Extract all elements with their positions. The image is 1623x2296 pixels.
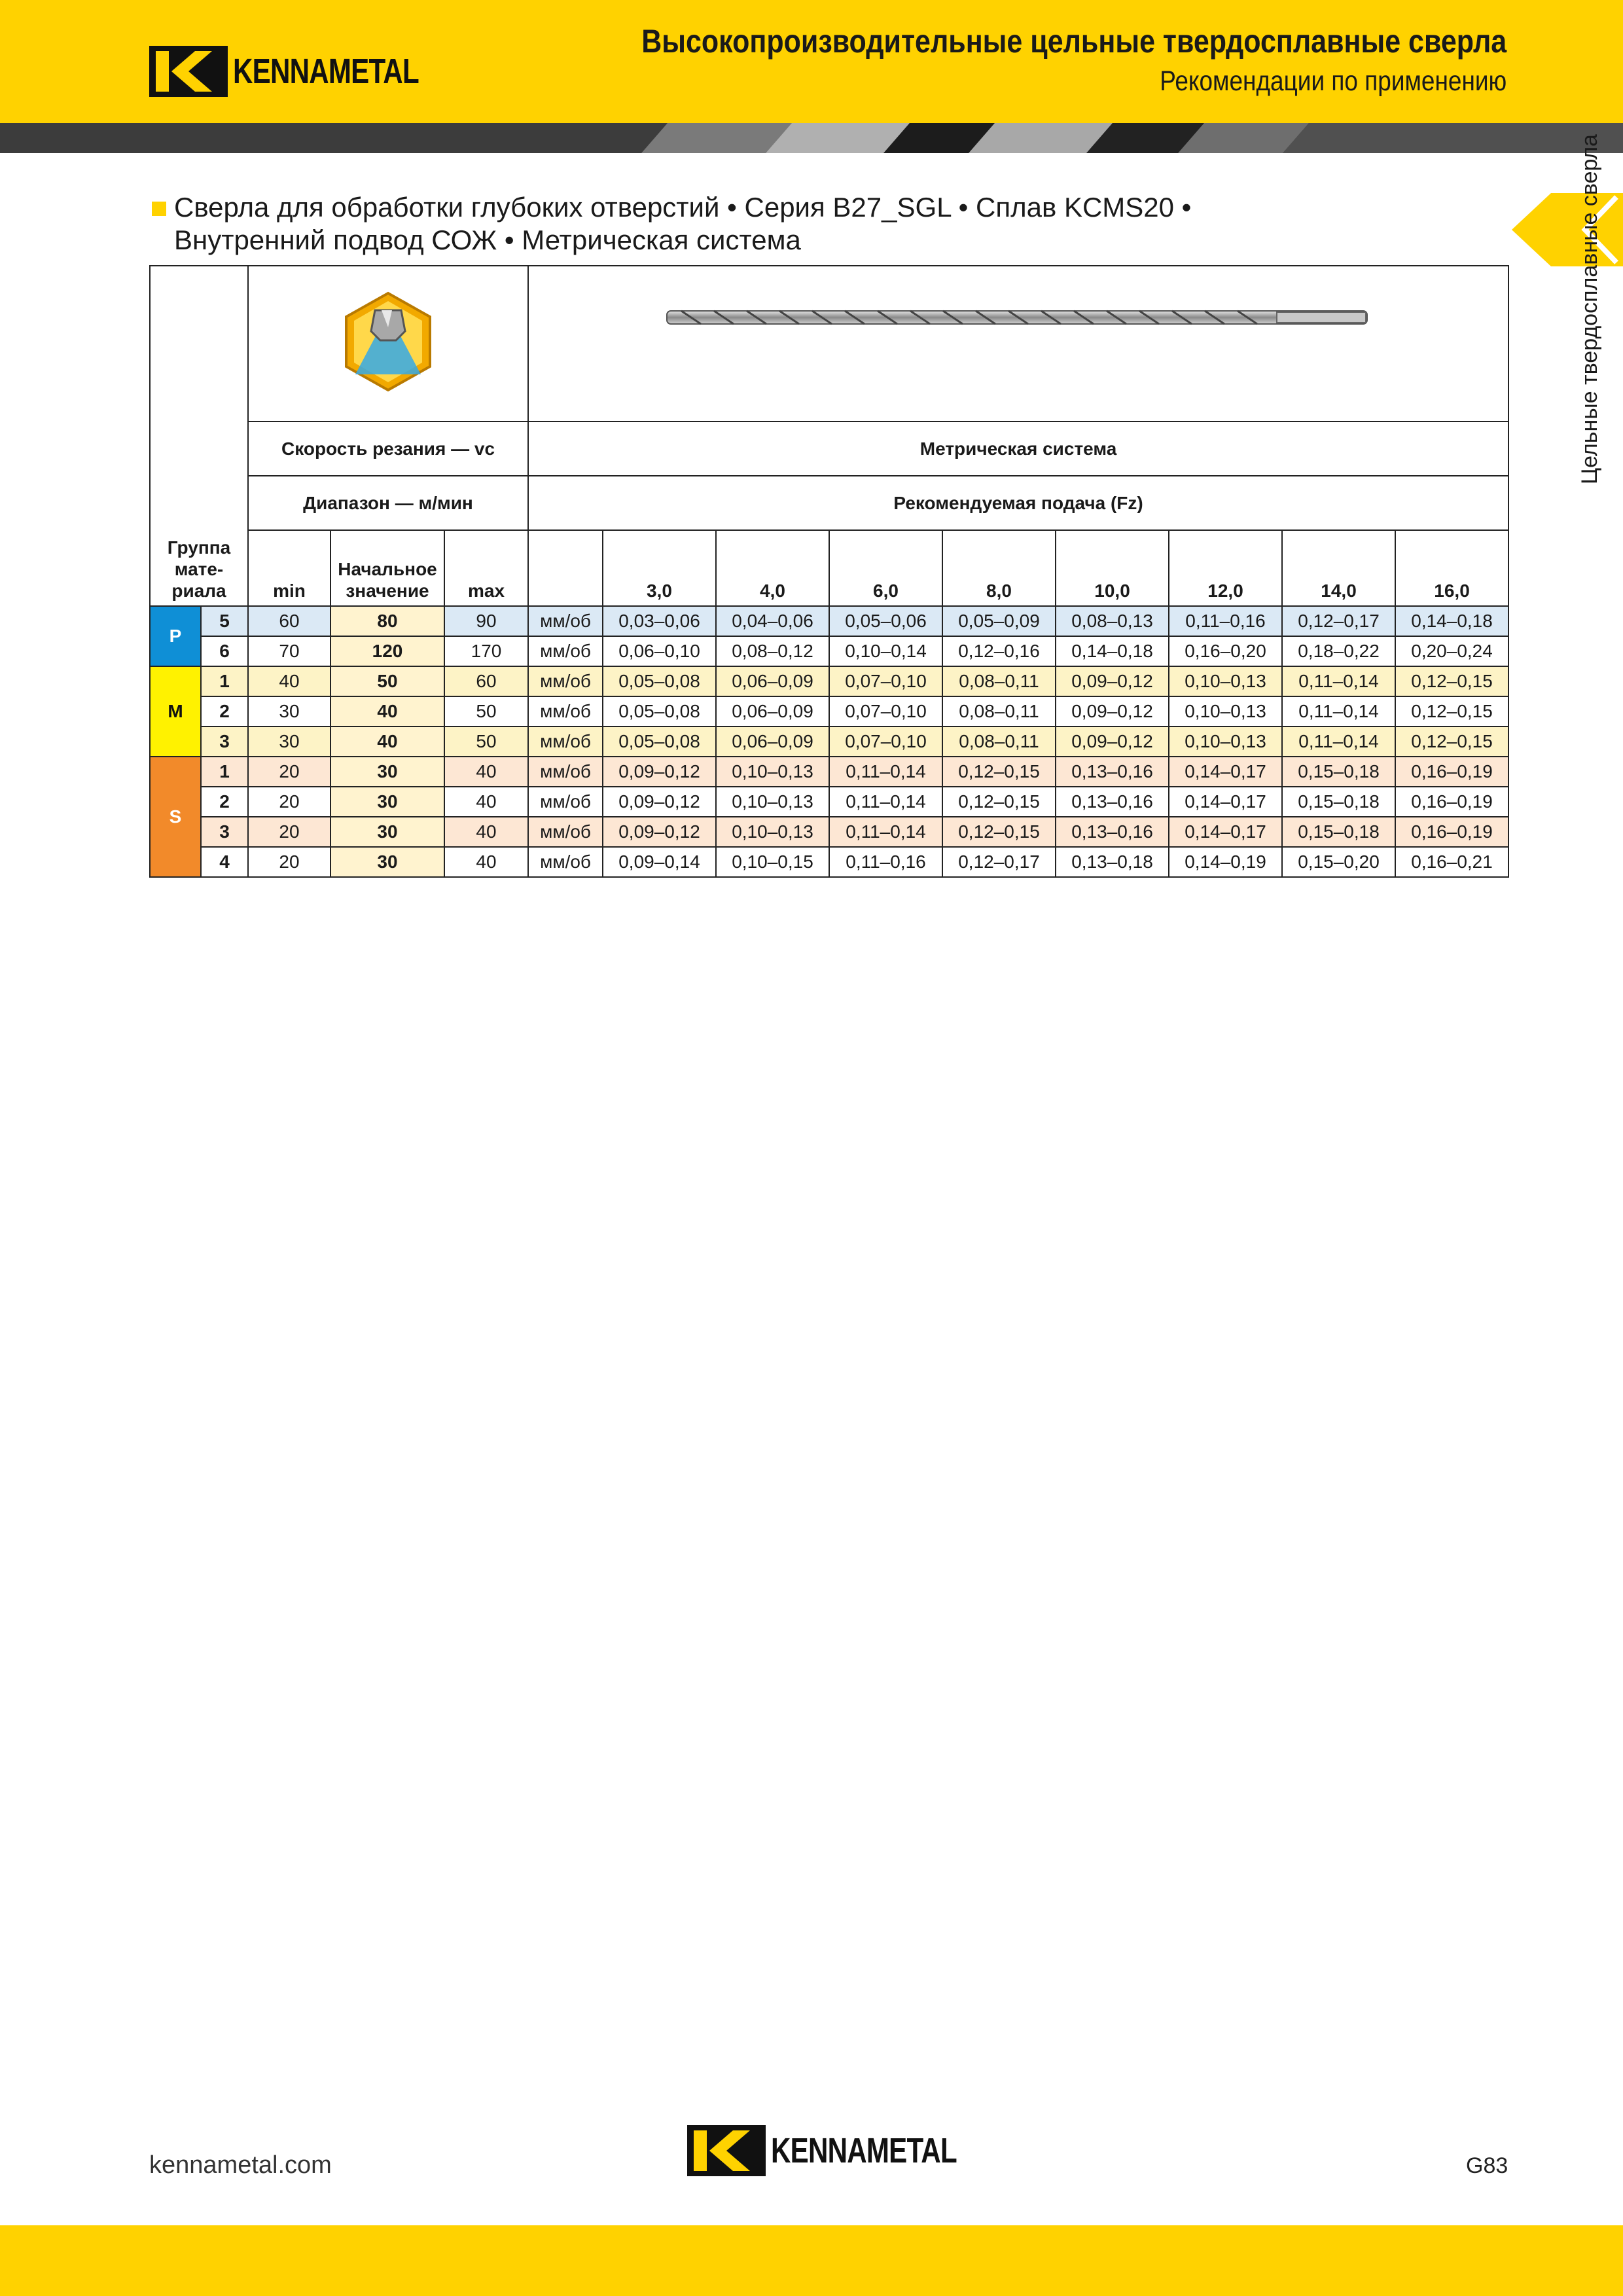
feed-value: 0,06–0,09	[716, 696, 829, 726]
feed-unit: мм/об	[528, 696, 603, 726]
section-heading-line1: Сверла для обработки глубоких отверстий • Серия B27_SGL • Сплав KCMS20 •	[174, 192, 1192, 223]
min-header: min	[248, 530, 330, 606]
section-heading	[149, 191, 1191, 257]
table-row	[150, 817, 1508, 847]
speed-max: 50	[444, 726, 528, 757]
kennametal-k-logo	[149, 46, 228, 97]
max-header: max	[444, 530, 528, 606]
stripe-pattern	[0, 123, 1623, 153]
feed-value: 0,11–0,14	[829, 787, 942, 817]
diameter-header: 6,0	[829, 530, 942, 606]
feed-unit: мм/об	[528, 757, 603, 787]
feed-value: 0,11–0,14	[1282, 696, 1395, 726]
feed-value: 0,08–0,11	[942, 666, 1056, 696]
feed-value: 0,07–0,10	[829, 726, 942, 757]
header-subtitle: Рекомендации по применению	[1159, 65, 1507, 97]
feed-value: 0,12–0,15	[942, 757, 1056, 787]
feed-value: 0,16–0,20	[1169, 636, 1282, 666]
feed-value: 0,09–0,14	[603, 847, 716, 877]
diameter-header: 16,0	[1395, 530, 1508, 606]
feed-value: 0,05–0,09	[942, 606, 1056, 636]
feed-value: 0,08–0,12	[716, 636, 829, 666]
speed-start: 120	[330, 636, 444, 666]
table-row	[150, 696, 1508, 726]
header-stripe	[0, 123, 1623, 153]
speed-max: 40	[444, 787, 528, 817]
header-logo	[149, 46, 471, 97]
speed-max: 40	[444, 757, 528, 787]
speed-max: 40	[444, 817, 528, 847]
feed-unit: мм/об	[528, 666, 603, 696]
group-p-cell: P	[150, 606, 201, 666]
diameter-header: 4,0	[716, 530, 829, 606]
table-row	[150, 606, 1508, 636]
feed-value: 0,18–0,22	[1282, 636, 1395, 666]
kennametal-k-logo	[687, 2125, 766, 2176]
feed-value: 0,14–0,19	[1169, 847, 1282, 877]
feed-value: 0,14–0,17	[1169, 757, 1282, 787]
speed-min: 20	[248, 787, 330, 817]
group-s-cell: S	[150, 757, 201, 877]
table-row	[150, 666, 1508, 696]
coolant-icon-cell	[248, 266, 528, 422]
feed-value: 0,14–0,17	[1169, 787, 1282, 817]
header-bar	[0, 0, 1623, 123]
feed-value: 0,14–0,18	[1056, 636, 1169, 666]
side-tab-text: Цельные твердосплавные сверла	[1577, 134, 1602, 484]
speed-min: 60	[248, 606, 330, 636]
feed-speed-table	[149, 265, 1509, 878]
feed-value: 0,11–0,16	[1169, 606, 1282, 636]
feed-value: 0,12–0,15	[1395, 666, 1508, 696]
feed-value: 0,06–0,09	[716, 666, 829, 696]
table-row	[150, 757, 1508, 787]
feed-value: 0,13–0,16	[1056, 787, 1169, 817]
feed-value: 0,12–0,15	[1395, 726, 1508, 757]
feed-value: 0,12–0,16	[942, 636, 1056, 666]
feed-value: 0,15–0,18	[1282, 757, 1395, 787]
group-header-text: Группа мате-риала	[167, 537, 231, 601]
table-row	[150, 847, 1508, 877]
feed-value: 0,16–0,19	[1395, 787, 1508, 817]
diameter-header: 14,0	[1282, 530, 1395, 606]
speed-start: 40	[330, 696, 444, 726]
coolant-hexagon-icon	[342, 291, 434, 393]
speed-min: 20	[248, 817, 330, 847]
feed-unit: мм/об	[528, 847, 603, 877]
speed-start: 30	[330, 847, 444, 877]
feed-value: 0,11–0,14	[1282, 666, 1395, 696]
speed-start: 50	[330, 666, 444, 696]
feed-value: 0,06–0,09	[716, 726, 829, 757]
feed-value: 0,15–0,18	[1282, 817, 1395, 847]
diameter-header: 12,0	[1169, 530, 1282, 606]
speed-min: 30	[248, 696, 330, 726]
feed-value: 0,10–0,13	[1169, 726, 1282, 757]
speed-max: 170	[444, 636, 528, 666]
feed-value: 0,10–0,13	[1169, 666, 1282, 696]
speed-min: 20	[248, 847, 330, 877]
section-heading-line2: Внутренний подвод СОЖ • Метрическая система	[174, 224, 801, 255]
table-row	[150, 787, 1508, 817]
footer-url-link[interactable]: kennametal.com	[149, 2151, 332, 2179]
feed-value: 0,08–0,11	[942, 696, 1056, 726]
feed-value: 0,05–0,08	[603, 666, 716, 696]
material-number: 2	[201, 696, 248, 726]
table-row	[150, 636, 1508, 666]
feed-value: 0,09–0,12	[603, 817, 716, 847]
feed-value: 0,20–0,24	[1395, 636, 1508, 666]
feed-value: 0,09–0,12	[1056, 666, 1169, 696]
feed-value: 0,12–0,15	[942, 817, 1056, 847]
drill-image-cell	[528, 266, 1508, 422]
feed-unit: мм/об	[528, 606, 603, 636]
drill-image	[662, 304, 1375, 331]
feed-value: 0,16–0,19	[1395, 757, 1508, 787]
feed-value: 0,12–0,15	[942, 787, 1056, 817]
feed-value: 0,03–0,06	[603, 606, 716, 636]
feed-value: 0,14–0,18	[1395, 606, 1508, 636]
diameter-header: 8,0	[942, 530, 1056, 606]
feed-value: 0,10–0,13	[1169, 696, 1282, 726]
material-number: 3	[201, 817, 248, 847]
feed-value: 0,13–0,18	[1056, 847, 1169, 877]
feed-unit: мм/об	[528, 726, 603, 757]
table-row	[150, 726, 1508, 757]
feed-value: 0,08–0,13	[1056, 606, 1169, 636]
group-header-cell	[150, 266, 248, 606]
feed-value: 0,11–0,14	[829, 757, 942, 787]
header-title: Высокопроизводительные цельные твердосплавные сверла	[641, 23, 1507, 60]
start-header: Начальное значение	[330, 530, 444, 606]
feed-value: 0,12–0,17	[942, 847, 1056, 877]
feed-unit: мм/об	[528, 787, 603, 817]
bullet-square-icon	[152, 202, 166, 216]
range-label-cell: Диапазон — м/мин	[248, 476, 528, 530]
feed-value: 0,16–0,21	[1395, 847, 1508, 877]
feed-value: 0,13–0,16	[1056, 817, 1169, 847]
material-number: 1	[201, 757, 248, 787]
feed-value: 0,11–0,16	[829, 847, 942, 877]
feed-value: 0,16–0,19	[1395, 817, 1508, 847]
feed-value: 0,10–0,13	[716, 757, 829, 787]
feed-value: 0,07–0,10	[829, 696, 942, 726]
feed-value: 0,09–0,12	[1056, 726, 1169, 757]
feed-value: 0,12–0,17	[1282, 606, 1395, 636]
speed-min: 70	[248, 636, 330, 666]
feed-value: 0,11–0,14	[1282, 726, 1395, 757]
feed-value: 0,15–0,20	[1282, 847, 1395, 877]
material-number: 1	[201, 666, 248, 696]
material-number: 2	[201, 787, 248, 817]
unit-header-empty	[528, 530, 603, 606]
feed-label-cell: Рекомендуемая подача (Fz)	[528, 476, 1508, 530]
feed-value: 0,10–0,13	[716, 787, 829, 817]
feed-value: 0,06–0,10	[603, 636, 716, 666]
feed-value: 0,10–0,13	[716, 817, 829, 847]
page-number: G83	[1466, 2153, 1508, 2178]
speed-max: 90	[444, 606, 528, 636]
speed-start: 30	[330, 817, 444, 847]
feed-value: 0,08–0,11	[942, 726, 1056, 757]
feed-unit: мм/об	[528, 817, 603, 847]
feed-value: 0,10–0,14	[829, 636, 942, 666]
footer-brand-text: KENNAMETAL	[771, 2131, 957, 2170]
feed-value: 0,12–0,15	[1395, 696, 1508, 726]
feed-value: 0,13–0,16	[1056, 757, 1169, 787]
feed-value: 0,09–0,12	[1056, 696, 1169, 726]
speed-min: 40	[248, 666, 330, 696]
feed-value: 0,14–0,17	[1169, 817, 1282, 847]
speed-start: 40	[330, 726, 444, 757]
speed-label-cell: Скорость резания — vc	[248, 422, 528, 476]
metric-label-cell: Метрическая система	[528, 422, 1508, 476]
feed-value: 0,11–0,14	[829, 817, 942, 847]
feed-value: 0,04–0,06	[716, 606, 829, 636]
feed-value: 0,07–0,10	[829, 666, 942, 696]
footer-bar	[0, 2225, 1623, 2296]
diameter-header: 10,0	[1056, 530, 1169, 606]
speed-start: 30	[330, 757, 444, 787]
speed-min: 20	[248, 757, 330, 787]
side-tab-chevron	[1512, 193, 1623, 266]
material-number: 6	[201, 636, 248, 666]
feed-value: 0,10–0,15	[716, 847, 829, 877]
feed-value: 0,09–0,12	[603, 757, 716, 787]
speed-max: 50	[444, 696, 528, 726]
material-number: 3	[201, 726, 248, 757]
material-number: 4	[201, 847, 248, 877]
speed-start: 80	[330, 606, 444, 636]
footer-logo	[687, 2125, 1009, 2176]
feed-value: 0,05–0,08	[603, 696, 716, 726]
diameter-header: 3,0	[603, 530, 716, 606]
group-m-cell: M	[150, 666, 201, 757]
material-number: 5	[201, 606, 248, 636]
feed-value: 0,09–0,12	[603, 787, 716, 817]
feed-unit: мм/об	[528, 636, 603, 666]
speed-start: 30	[330, 787, 444, 817]
speed-max: 40	[444, 847, 528, 877]
speed-max: 60	[444, 666, 528, 696]
feed-value: 0,05–0,06	[829, 606, 942, 636]
header-brand-text: KENNAMETAL	[233, 52, 419, 91]
feed-value: 0,05–0,08	[603, 726, 716, 757]
speed-min: 30	[248, 726, 330, 757]
feed-value: 0,15–0,18	[1282, 787, 1395, 817]
